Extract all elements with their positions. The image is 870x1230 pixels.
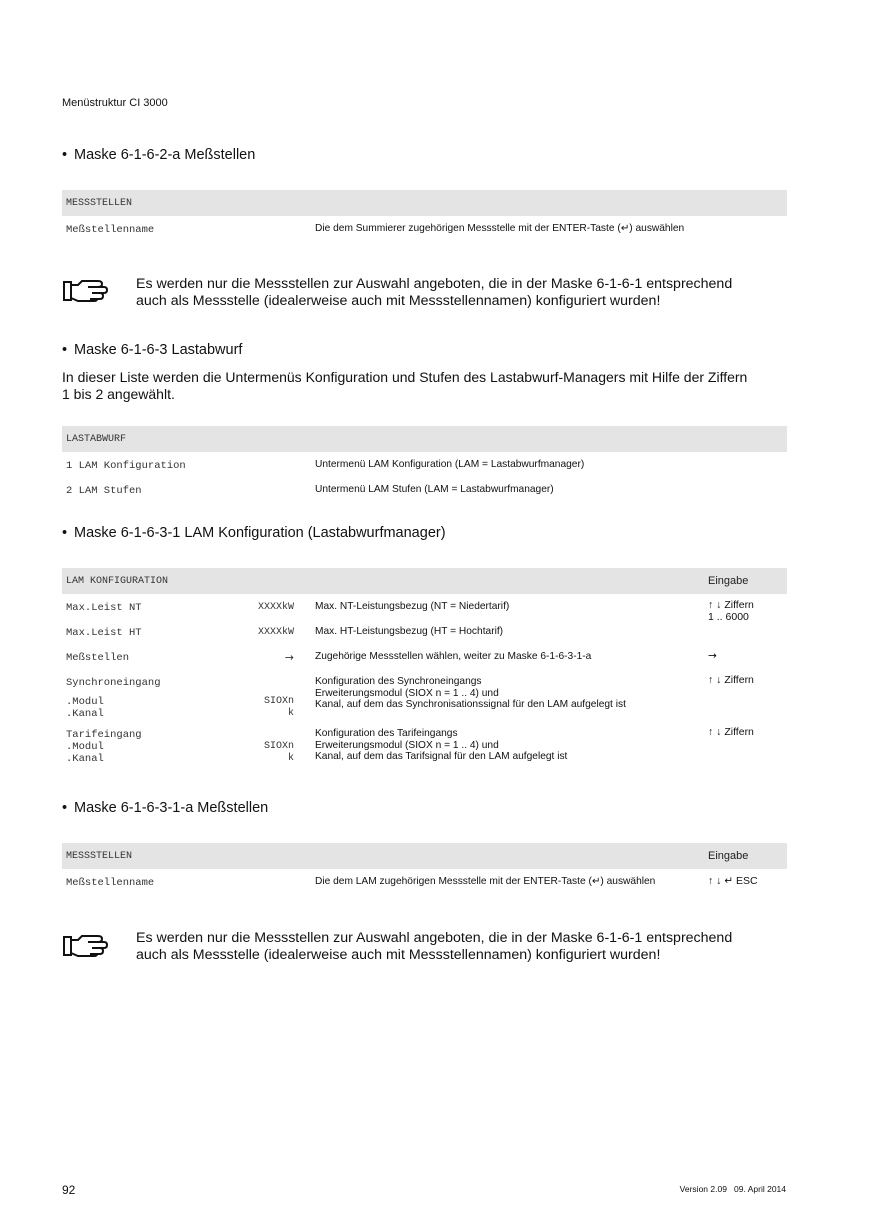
table-row: Tarifeingang .Modul .Kanal SIOXn k Konfiguration des Tarifeingangs Erweiterungsmodul (SIOX n = 1 .. 4) und Kanal, auf dem das Tarifsignal für den LAM aufgelegt ist ↑ ↓ Ziffern xyxy=(66,726,754,765)
section-heading-6-1-6-3-1: • Maske 6-1-6-3-1 LAM Konfiguration (Lastabwurfmanager) xyxy=(62,525,446,541)
page-number: 92 xyxy=(62,1183,76,1197)
note-text-1: Es werden nur die Messstellen zur Auswahl angeboten, die in der Maske 6-1-6-1 entsprechend auch als Messstelle (idealerweise auch mit Messstellennamen) konfiguriert wurden! xyxy=(136,276,733,309)
table-row: Meßstellen → Zugehörige Messstellen wählen, weiter zu Maske 6-1-6-3-1-a → xyxy=(66,650,717,664)
table-row: 1 LAM Konfiguration Untermenü LAM Konfiguration (LAM = Lastabwurfmanager) xyxy=(66,459,585,472)
table-lam-konfiguration xyxy=(62,568,787,776)
table-header: LASTABWURF xyxy=(62,426,787,452)
section-heading-6-1-6-3: • Maske 6-1-6-3 Lastabwurf xyxy=(62,342,243,358)
table-messstellen-2 xyxy=(62,843,787,895)
table-row: Synchroneingang .Modul .Kanal SIOXn k Konfiguration des Synchroneingangs Erweiterungsmodul (SIOX n = 1 .. 4) und Kanal, auf dem das Synchronisationssignal für den LAM aufgelegt ist ↑ ↓ Ziffern xyxy=(66,674,754,720)
table-header: LAM KONFIGURATION Eingabe xyxy=(62,568,787,594)
section-heading-6-1-6-3-1-a: • Maske 6-1-6-3-1-a Meßstellen xyxy=(62,800,269,816)
table-messstellen-1 xyxy=(62,190,787,242)
table-row: 2 LAM Stufen Untermenü LAM Stufen (LAM = Lastabwurfmanager) xyxy=(66,484,554,497)
table-row: Meßstellenname Die dem Summierer zugehörigen Messstelle mit der ENTER-Taste (↵) auswählen xyxy=(66,223,685,236)
table-row: Meßstellenname Die dem LAM zugehörigen Messstelle mit der ENTER-Taste (↵) auswählen ↑ ↓ ↵ ESC xyxy=(66,875,758,889)
pointing-hand-icon xyxy=(62,277,108,305)
table-header: MESSSTELLEN Eingabe xyxy=(62,843,787,869)
table-lastabwurf xyxy=(62,426,787,502)
table-header: MESSSTELLEN xyxy=(62,190,787,216)
intro-paragraph: In dieser Liste werden die Untermenüs Konfiguration und Stufen des Lastabwurf-Managers mit Hilfe der Ziffern 1 bis 2 angewählt. xyxy=(62,369,748,402)
pointing-hand-icon xyxy=(62,932,108,960)
page-header: Menüstruktur CI 3000 xyxy=(62,97,168,109)
table-row: Max.Leist HT XXXXkW Max. HT-Leistungsbezug (HT = Hochtarif) xyxy=(66,626,504,639)
table-row: Max.Leist NT XXXXkW Max. NT-Leistungsbezug (NT = Niedertarif) ↑ ↓ Ziffern 1 .. 6000 xyxy=(66,599,754,623)
section-heading-6-1-6-2-a: • Maske 6-1-6-2-a Meßstellen xyxy=(62,147,256,163)
note-text-2: Es werden nur die Messstellen zur Auswahl angeboten, die in der Maske 6-1-6-1 entsprechend auch als Messstelle (idealerweise auch mit Messstellennamen) konfiguriert wurden! xyxy=(136,930,733,963)
version-info: Version 2.09 09. April 2014 xyxy=(679,1184,786,1194)
